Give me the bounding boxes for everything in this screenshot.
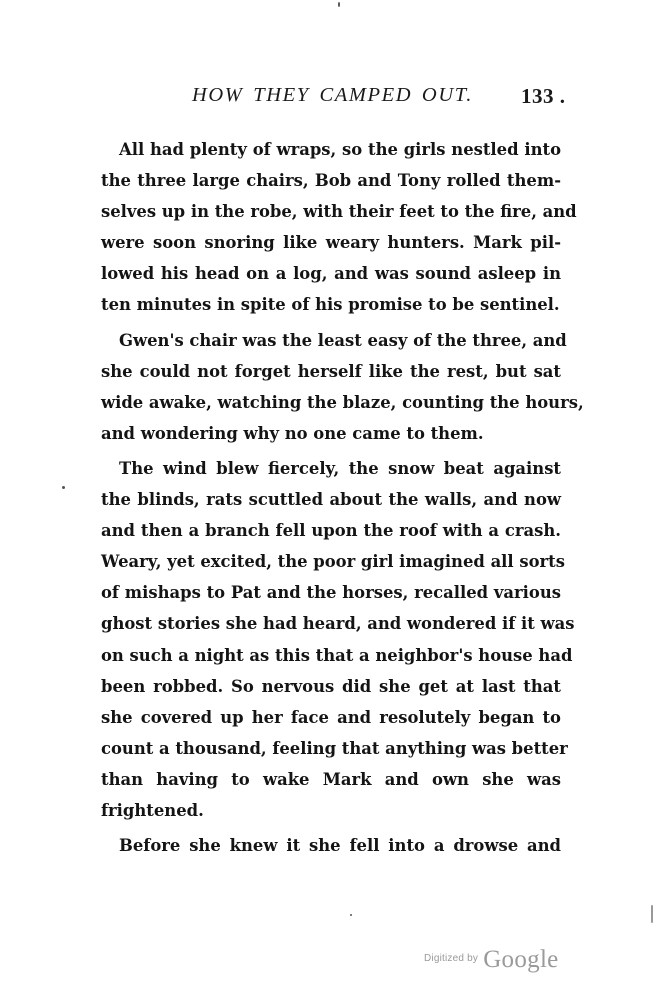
text-line: Gwen's chair was the least easy of the three, and	[119, 330, 567, 350]
text-line: lowed his head on a log, and was sound asleep in	[101, 264, 561, 284]
text-line: were soon snoring like weary hunters. Mark pil-	[101, 233, 561, 253]
paragraph	[101, 325, 584, 449]
text-line: ghost stories she had heard, and wondered if it was	[101, 614, 575, 634]
text-line: the blinds, rats scuttled about the walls, and now	[101, 490, 561, 510]
digitized-by-google-watermark	[424, 946, 559, 974]
text-line: she could not forget herself like the rest, but sat	[101, 361, 561, 381]
text-line: and then a branch fell upon the roof with a crash.	[101, 521, 561, 541]
running-head: HOW THEY CAMPED OUT.	[192, 84, 473, 106]
text-line: Before she knew it she fell into a drowse and	[119, 836, 561, 856]
text-line: of mishaps to Pat and the horses, recalled various	[101, 583, 561, 603]
body-text	[101, 134, 584, 861]
print-speck	[338, 2, 340, 7]
text-line: and wondering why no one came to them.	[101, 423, 484, 443]
text-line: on such a night as this that a neighbor's house had	[101, 645, 573, 665]
paragraph	[101, 134, 577, 321]
print-speck	[350, 914, 352, 916]
watermark-prefix: Digitized by	[424, 953, 479, 964]
text-line: than having to wake Mark and own she was	[101, 769, 561, 789]
print-speck	[62, 486, 65, 489]
text-line: been robbed. So nervous did she get at last that	[101, 676, 561, 696]
print-speck	[651, 905, 653, 923]
text-line: frightened.	[101, 800, 204, 820]
text-line: selves up in the robe, with their feet to the fire, and	[101, 202, 577, 222]
paragraph	[101, 830, 561, 861]
text-line: All had plenty of wraps, so the girls nestled into	[119, 140, 561, 159]
text-line: wide awake, watching the blaze, counting the hours,	[101, 392, 584, 412]
page-number: 133 .	[521, 84, 566, 108]
text-line: she covered up her face and resolutely began to	[101, 707, 561, 727]
text-line: count a thousand, feeling that anything was better	[101, 738, 568, 758]
paragraph	[101, 453, 575, 826]
page-header	[170, 84, 600, 114]
text-line: the three large chairs, Bob and Tony rolled them-	[101, 171, 561, 191]
text-line: ten minutes in spite of his promise to be sentinel.	[101, 295, 560, 315]
text-line: The wind blew fiercely, the snow beat against	[119, 458, 561, 478]
google-logo: Google	[483, 946, 559, 973]
text-line: Weary, yet excited, the poor girl imagined all sorts	[101, 552, 565, 572]
